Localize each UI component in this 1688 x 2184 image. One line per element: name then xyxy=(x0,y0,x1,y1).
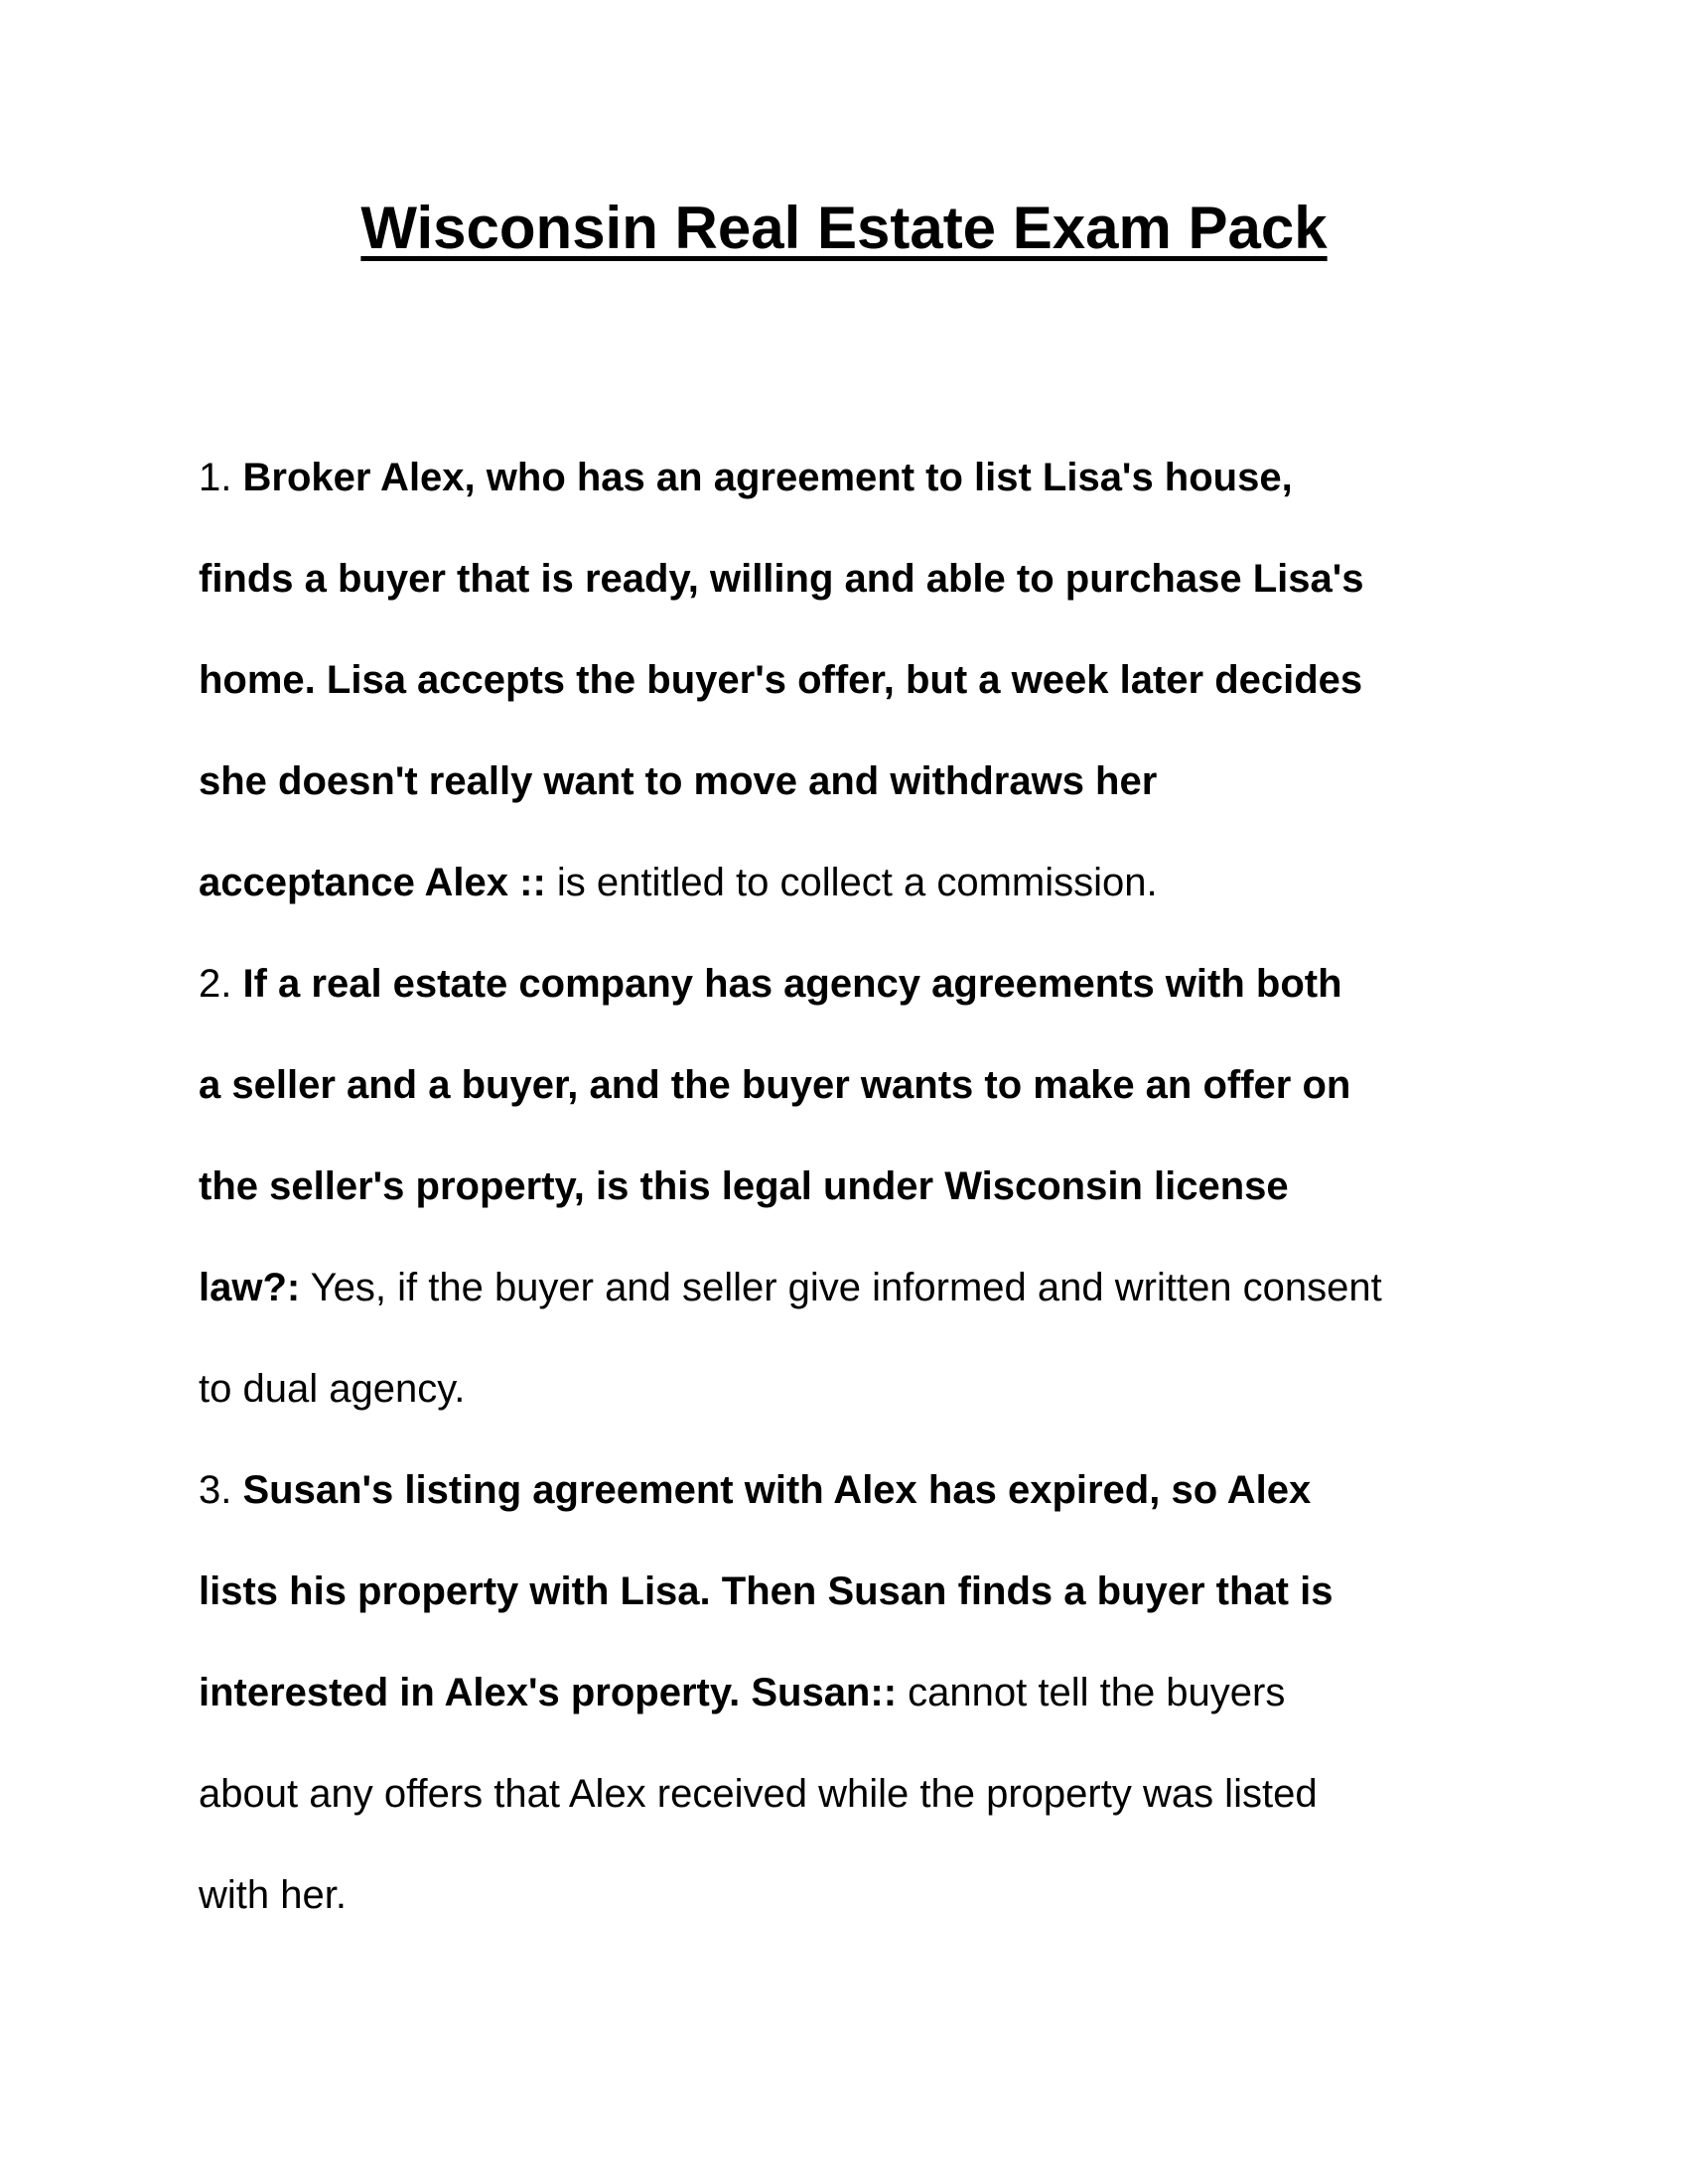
question-line xyxy=(199,933,1509,1034)
question-line xyxy=(199,832,1509,933)
question-number: 3. xyxy=(199,1468,232,1512)
question-line xyxy=(199,1034,1509,1136)
question-line xyxy=(199,1237,1509,1338)
question-line xyxy=(199,528,1509,629)
question-text: If a real estate company has agency agreements with both xyxy=(242,962,1342,1006)
answer-text: about any offers that Alex received while the property was listed xyxy=(199,1772,1318,1816)
question-line xyxy=(199,427,1509,528)
answer-text: Yes, if the buyer and seller give informed and written consent xyxy=(300,1266,1382,1309)
question-text: the seller's property, is this legal under Wisconsin license xyxy=(199,1164,1289,1208)
question-text: home. Lisa accepts the buyer's offer, but a week later decides xyxy=(199,658,1363,702)
question-text: lists his property with Lisa. Then Susan finds a buyer that is xyxy=(199,1570,1334,1613)
answer-text: to dual agency. xyxy=(199,1367,466,1411)
answer-text: cannot tell the buyers xyxy=(897,1671,1286,1714)
question-line xyxy=(199,1642,1509,1743)
question-text: Susan's listing agreement with Alex has expired, so Alex xyxy=(242,1468,1312,1512)
question-line xyxy=(199,1439,1509,1541)
question-item-1 xyxy=(199,427,1509,933)
question-line xyxy=(199,1844,1509,1946)
question-line xyxy=(199,1541,1509,1642)
question-text: acceptance Alex :: xyxy=(199,861,546,904)
answer-text: is entitled to collect a commission. xyxy=(545,861,1158,904)
question-text: Broker Alex, who has an agreement to list Lisa's house, xyxy=(242,456,1293,499)
questions-list xyxy=(199,427,1509,1946)
question-text: law?: xyxy=(199,1266,301,1309)
answer-text: with her. xyxy=(199,1873,347,1917)
question-line xyxy=(199,1136,1509,1237)
question-line xyxy=(199,1743,1509,1844)
question-text: a seller and a buyer, and the buyer wants to make an offer on xyxy=(199,1063,1351,1107)
question-number: 2. xyxy=(199,962,232,1006)
question-number: 1. xyxy=(199,456,232,499)
question-line xyxy=(199,731,1509,832)
question-text: finds a buyer that is ready, willing and able to purchase Lisa's xyxy=(199,557,1364,601)
question-item-3 xyxy=(199,1439,1509,1946)
question-text: interested in Alex's property. Susan:: xyxy=(199,1671,898,1714)
question-line xyxy=(199,1338,1509,1439)
question-item-2 xyxy=(199,933,1509,1439)
question-text: she doesn't really want to move and withdraws her xyxy=(199,759,1158,803)
question-line xyxy=(199,629,1509,731)
document-title: Wisconsin Real Estate Exam Pack xyxy=(360,195,1328,261)
